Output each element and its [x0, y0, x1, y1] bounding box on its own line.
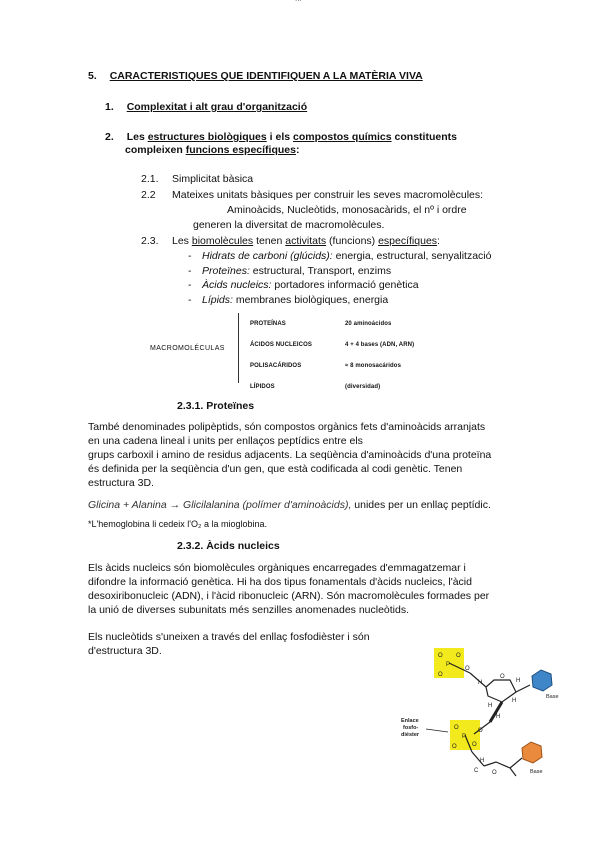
item-text: i els [266, 131, 293, 143]
paragraph-line: difondre la informació genètica. Hi ha dos tipus fonamentals d'àcids nucleics, l'àcid [88, 576, 472, 588]
macro-table-row [250, 379, 414, 400]
item-title: Complexitat i alt grau d'organització [126, 101, 308, 113]
bullet-label: Lípids: [202, 293, 233, 306]
sub-2-3-number: 2.3. [141, 235, 159, 247]
sub-2-1-text: Simplicitat bàsica [172, 173, 254, 185]
macro-table-brace [238, 313, 239, 383]
text: : [437, 235, 440, 247]
item-keyword: estructures biològiques [147, 131, 267, 143]
macro-name: ÁCIDOS NUCLEICOS [250, 342, 312, 348]
text: tenen [253, 235, 286, 247]
glicilalanina-line [88, 499, 491, 511]
glicilalanina-formula: Glicina + Alanina → Glicilalanina (polímer d'aminoàcids), [88, 499, 352, 511]
paragraph-line: desoxiribonucleic (ADN), i l'àcid ribonucleic (ARN). Són macromolècules formades per [88, 590, 490, 602]
macro-value: ≈ 8 monosacáridos [345, 363, 402, 369]
macro-table-row [250, 358, 414, 379]
item-keyword: funcions específiques [185, 144, 296, 156]
atom-label: O [492, 770, 497, 776]
item-text: constituents [391, 131, 457, 143]
phosphodiester-diagram [398, 640, 570, 780]
item-text: : [295, 144, 300, 156]
atom-label: O [472, 742, 477, 748]
base-label: Base [530, 769, 543, 775]
macro-value: (diversidad) [345, 384, 381, 390]
paragraph-line: Els àcids nucleics són biomolècules orgàniques encarregades d'emmagatzemar i [88, 562, 466, 574]
atom-label: H [516, 678, 521, 684]
bullet-item [188, 293, 491, 308]
base-label: Base [546, 694, 559, 700]
macro-value: 20 aminoácidos [345, 321, 392, 327]
glicilalanina-text: unides per un enllaç peptídic. [351, 499, 491, 511]
paragraph-line: Els nucleòtids s'uneixen a través del enllaç fosfodièster i són [88, 631, 370, 643]
bullet-text: portadores informació genètica [271, 279, 419, 291]
item-keyword: compostos químics [293, 131, 392, 143]
atom-label: O [456, 653, 461, 659]
bullet-list [188, 249, 491, 307]
sub-2-3-text [172, 235, 440, 247]
paragraph-line: d'estructura 3D. [88, 645, 162, 657]
atom-label: H [488, 703, 493, 709]
item-1-heading [105, 101, 307, 113]
nucleotide-paragraph [88, 630, 370, 658]
item-text: Les [126, 131, 148, 143]
paragraph-line: la unió de diverses subunitats més senzilles anomenades nucleòtids. [88, 604, 410, 616]
sub-2-2-text-2: Aminoàcids, Nucleòtids, monosacàrids, el nº i ordre [227, 204, 467, 216]
bullet-label: Àcids nucleics: [202, 279, 272, 291]
item-text: compleixen [125, 144, 186, 156]
nucleic-paragraph [88, 561, 518, 617]
sub-2-2-text-3: generen la diversitat de macromolècules. [193, 219, 385, 231]
atom-label: O [478, 728, 483, 734]
macro-table-row [250, 337, 414, 358]
bullet-text: energia, estructural, senyalització [332, 250, 492, 262]
paragraph-line: estructura 3D. [88, 477, 154, 489]
atom-label: P [446, 662, 451, 668]
paragraph-line: és definida per la seqüència d'un gen, que està codificada al codi genètic. Tenen [88, 463, 463, 475]
item-2-heading-cont [125, 144, 299, 156]
atom-label: O [438, 653, 443, 659]
base-hexagon [522, 742, 542, 763]
bullet-label: Hidrats de carboni (glúcids): [202, 250, 333, 262]
proteins-paragraph [88, 420, 518, 490]
paragraph-line: grups carboxil i amino de residus adjacents. La seqüència d'aminoàcids d'una proteïna [88, 449, 492, 461]
macro-name: PROTEÍNAS [250, 321, 286, 327]
sub-2-2-text: Mateixes unitats bàsiques per construir les seves macromolècules: [172, 189, 484, 201]
text: Les [172, 235, 192, 247]
keyword: activitats [285, 235, 327, 247]
bullet-dash: - [188, 279, 192, 291]
paragraph-line: en una cadena lineal i units per enllaços peptídics entre els [88, 435, 363, 447]
hemoglobin-note: *L'hemoglobina li cedeix l'O₂ a la mioglobina. [88, 519, 268, 529]
atom-label: H [480, 758, 485, 764]
enlace-label: diéster [401, 732, 420, 738]
base-hexagon [532, 670, 552, 691]
item-number: 2. [105, 131, 114, 143]
atom-label: H [478, 680, 483, 686]
bullet-label: Proteïnes: [202, 264, 250, 277]
paragraph-line: També denominades polipèptids, són compostos orgànics fets d'aminoàcids arranjats [88, 421, 486, 433]
bullet-dash: - [188, 264, 192, 277]
bullet-item [188, 278, 491, 293]
item-number: 1. [105, 101, 114, 113]
heading-2-3-2: 2.3.2. Àcids nucleics [177, 540, 280, 552]
bullet-text: membranes biològiques, energia [232, 293, 389, 306]
atom-label: O [500, 674, 505, 680]
atom-label: O [438, 672, 443, 678]
text: (funcions) [326, 235, 379, 247]
section-title: CARACTERISTIQUES QUE IDENTIFIQUEN A LA MATÈRIA VIVA [109, 70, 423, 82]
atom-label: H [512, 698, 517, 704]
enlace-label: Enlace [401, 718, 419, 724]
macro-table-row [250, 316, 414, 337]
macro-name: LÍPIDOS [250, 384, 275, 390]
keyword: biomolècules [191, 235, 254, 247]
macro-table-label: MACROMOLÉCULAS [150, 345, 225, 352]
bullet-item [188, 249, 491, 264]
atom-label: P [462, 734, 467, 740]
section-number: 5. [88, 70, 97, 82]
enlace-label: fosfo- [403, 725, 419, 731]
atom-label: O [454, 725, 459, 731]
bullet-dash: - [188, 250, 192, 262]
atom-label: H [496, 714, 501, 720]
keyword: específiques [378, 235, 438, 247]
atom-label: O [452, 744, 457, 750]
sub-2-1-number: 2.1. [141, 173, 159, 185]
atom-label: C [474, 768, 479, 774]
bullet-item [188, 264, 491, 279]
section-5-heading [88, 70, 423, 82]
sub-2-2-number: 2.2 [141, 189, 156, 201]
heading-2-3-1: 2.3.1. Proteïnes [177, 400, 255, 412]
macro-name: POLISACÁRIDOS [250, 363, 302, 369]
bullet-text: estructural, Transport, enzims [249, 264, 392, 277]
bullet-dash: - [188, 293, 192, 306]
item-2-heading [105, 130, 457, 144]
atom-label: O [465, 666, 470, 672]
header-mark [295, 0, 302, 3]
macro-value: 4 + 4 bases (ADN, ARN) [345, 342, 415, 348]
macro-table [250, 316, 414, 400]
